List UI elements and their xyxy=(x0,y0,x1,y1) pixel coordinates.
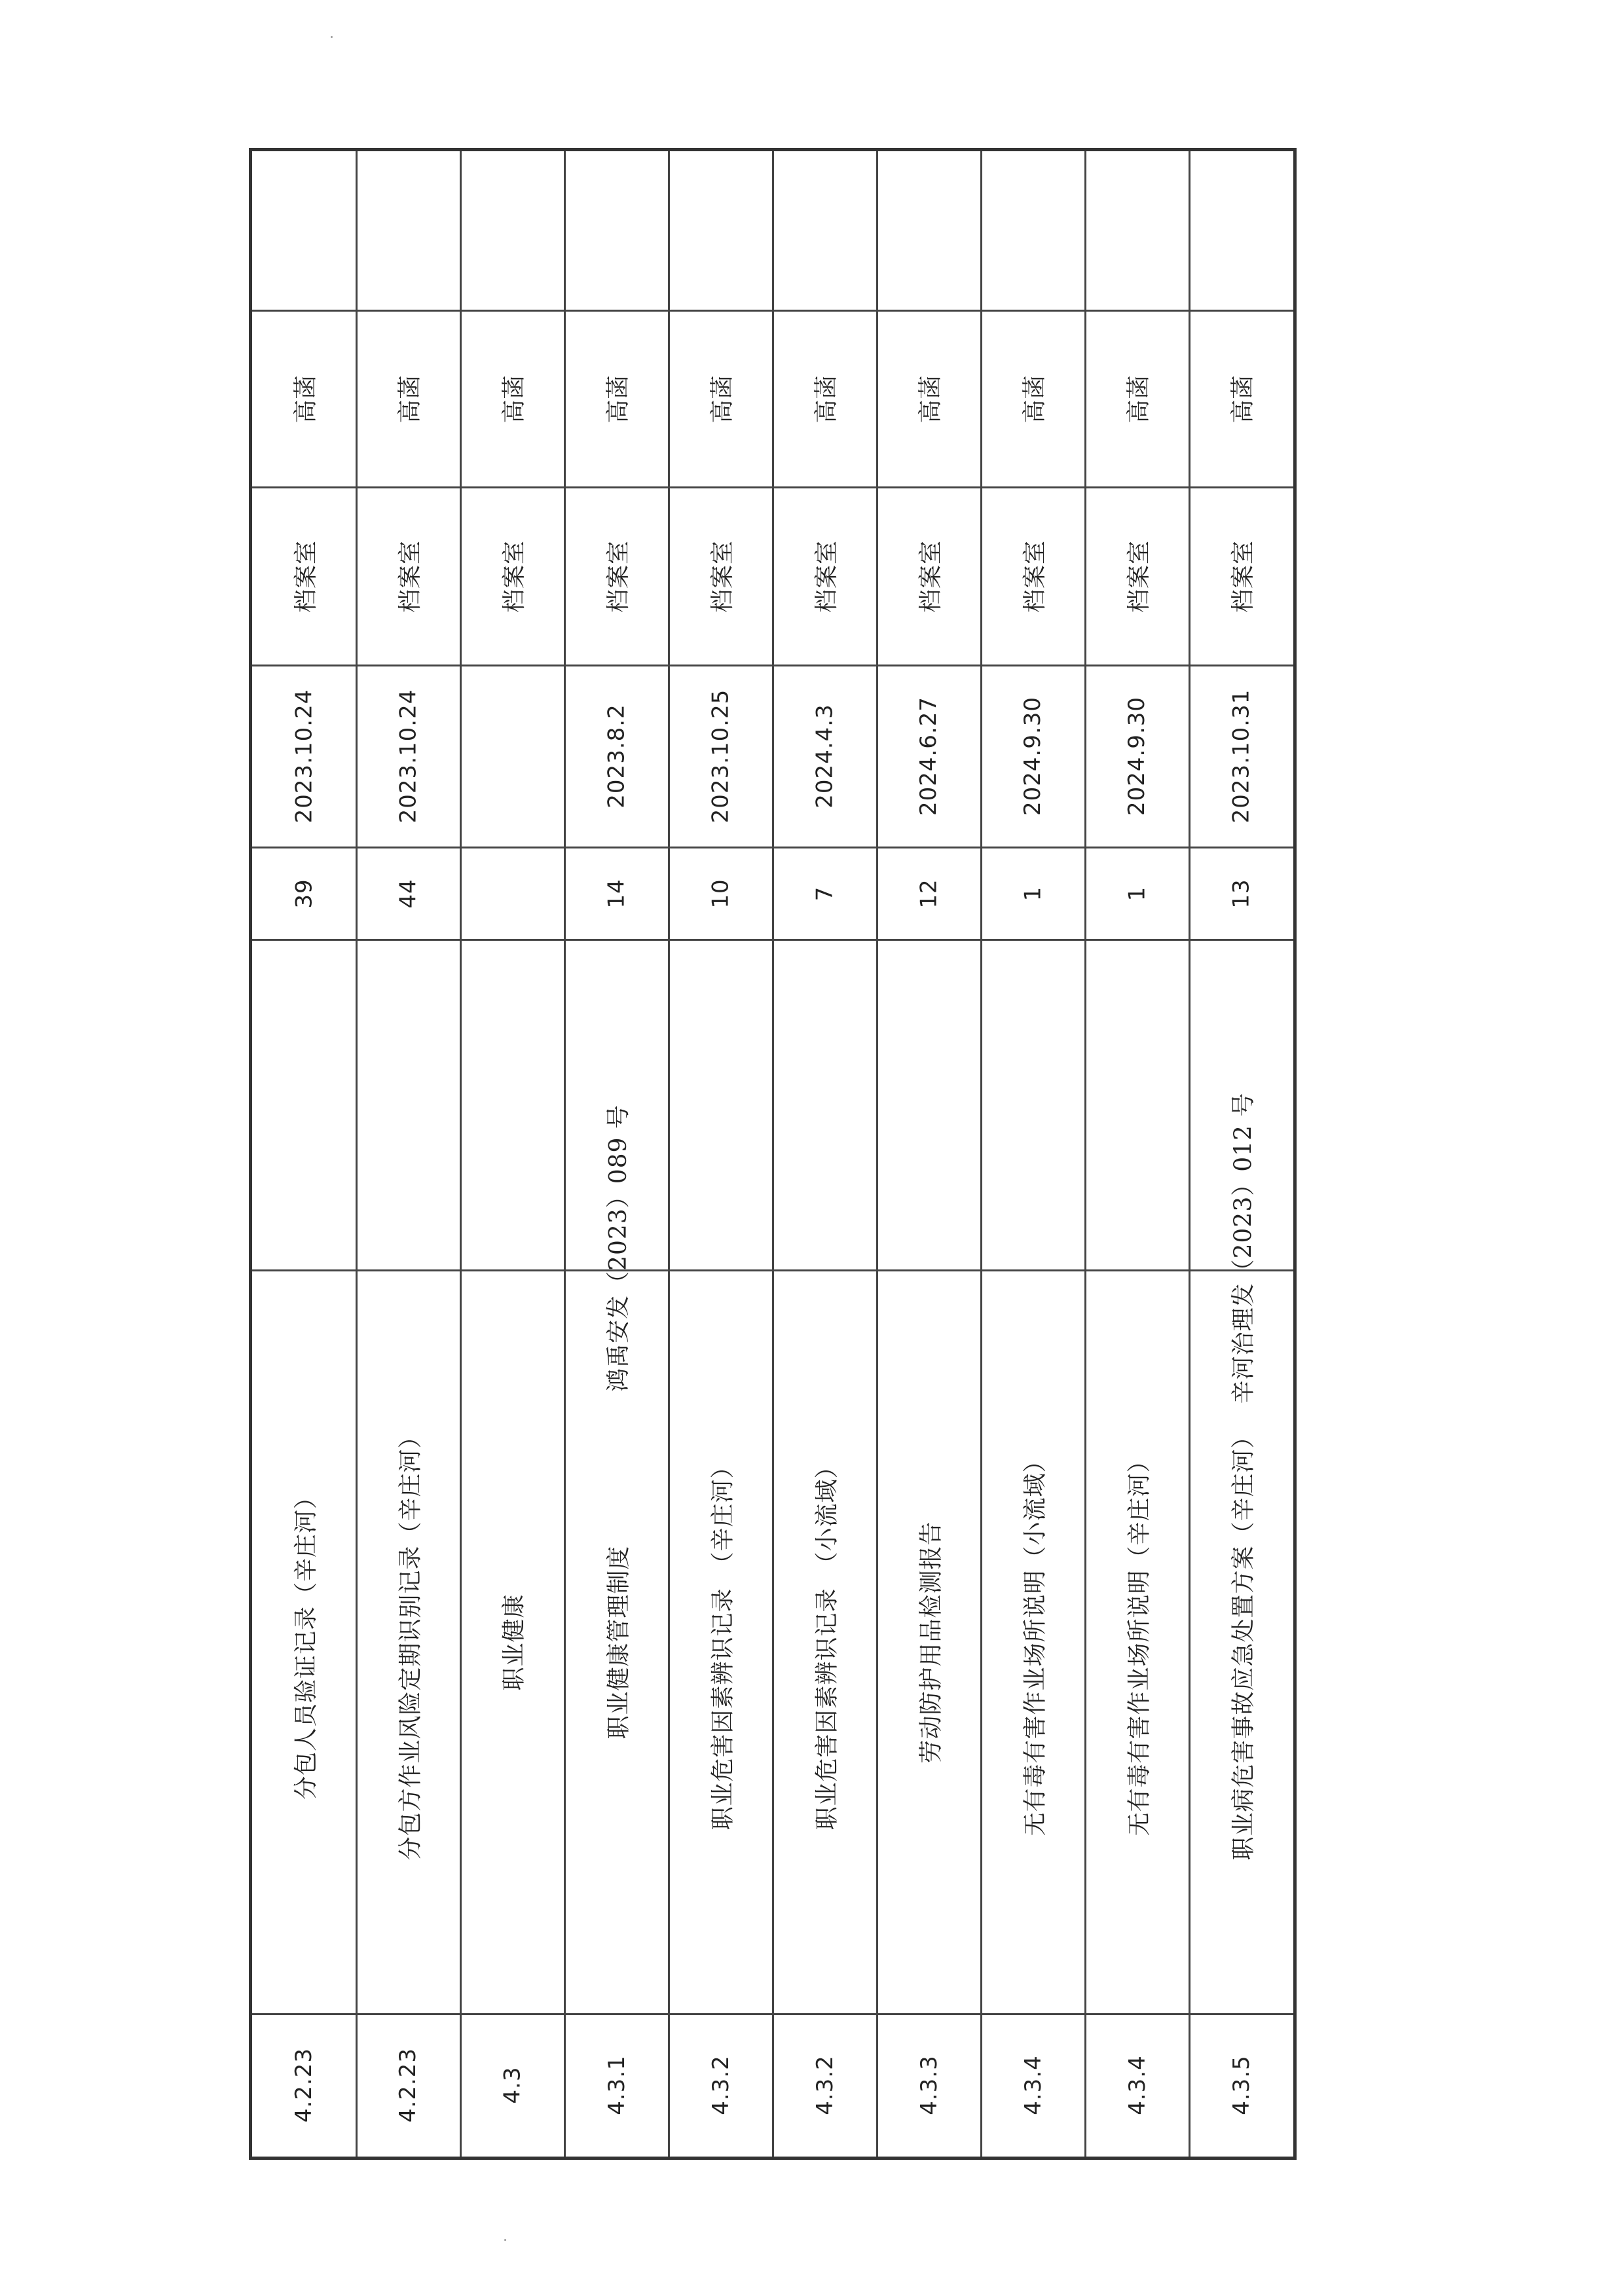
cell-text-code: 4.3 xyxy=(499,2066,526,2104)
cell-location xyxy=(460,487,564,665)
cell-text-pages: 1 xyxy=(1020,886,1046,901)
cell-date xyxy=(252,665,356,847)
cell-text-date: 2024.9.30 xyxy=(1124,696,1151,816)
cell-doc-no xyxy=(1189,939,1293,1404)
cell-title xyxy=(356,1270,460,2014)
cell-text-title: 职业病危害事故应急处置方案（辛庄河） xyxy=(1230,1423,1257,1861)
cell-custodian xyxy=(773,310,877,487)
cell-text-code: 4.3.4 xyxy=(1124,2055,1151,2115)
cell-text-pages: 13 xyxy=(1228,878,1255,909)
cell-text-doc-no: 鸿禹安发（2023）089 号 xyxy=(605,1104,632,1392)
cell-pages xyxy=(252,847,356,939)
cell-custodian xyxy=(1189,310,1293,487)
cell-text-location: 档案室 xyxy=(604,539,632,613)
cell-date xyxy=(1189,665,1293,847)
cell-text-pages: 7 xyxy=(811,886,838,901)
cell-location xyxy=(1085,487,1189,665)
cell-text-code: 4.3.1 xyxy=(603,2055,630,2115)
cell-text-location: 档案室 xyxy=(292,539,320,613)
cell-text-code: 4.2.23 xyxy=(291,2047,318,2123)
cell-text-pages: 44 xyxy=(395,878,422,909)
cell-remark xyxy=(1189,151,1293,310)
cell-code xyxy=(252,2014,356,2157)
cell-text-custodian: 高菡 xyxy=(396,374,424,424)
cell-text-location: 档案室 xyxy=(396,539,424,613)
cell-doc-no xyxy=(1085,939,1189,1270)
cell-date xyxy=(877,665,981,847)
cell-custodian xyxy=(981,310,1085,487)
cell-code xyxy=(564,2014,669,2157)
cell-text-custodian: 高菡 xyxy=(813,374,840,424)
cell-text-code: 4.3.2 xyxy=(811,2055,838,2115)
cell-text-date: 2024.4.3 xyxy=(811,704,838,809)
cell-text-date: 2024.9.30 xyxy=(1020,696,1046,816)
archive-table xyxy=(249,148,1297,2160)
cell-code xyxy=(1085,2014,1189,2157)
cell-text-code: 4.3.4 xyxy=(1020,2055,1046,2115)
cell-custodian xyxy=(1085,310,1189,487)
cell-text-title: 无有毒有害作业场所说明（辛庄河） xyxy=(1126,1448,1153,1836)
cell-pages xyxy=(460,847,564,939)
cell-date xyxy=(1085,665,1189,847)
cell-text-title: 职业危害因素辨识记录 （辛庄河） xyxy=(709,1453,737,1831)
cell-text-title: 无有毒有害作业场所说明（小流域） xyxy=(1022,1448,1049,1836)
cell-location xyxy=(773,487,877,665)
cell-text-code: 4.3.3 xyxy=(915,2055,942,2115)
cell-pages xyxy=(564,847,669,939)
cell-doc-no xyxy=(773,939,877,1270)
cell-doc-no xyxy=(981,939,1085,1270)
scan-speck xyxy=(331,36,333,38)
cell-pages xyxy=(669,847,773,939)
cell-text-custodian: 高菡 xyxy=(917,374,944,424)
cell-text-location: 档案室 xyxy=(917,539,944,613)
cell-remark xyxy=(252,151,356,310)
cell-custodian xyxy=(669,310,773,487)
cell-date xyxy=(669,665,773,847)
cell-doc-no xyxy=(669,939,773,1270)
cell-pages xyxy=(981,847,1085,939)
scan-speck xyxy=(504,2239,506,2241)
cell-remark xyxy=(460,151,564,310)
cell-remark xyxy=(877,151,981,310)
cell-text-title: 职业健康 xyxy=(500,1593,528,1691)
cell-text-location: 档案室 xyxy=(1125,539,1153,613)
cell-pages xyxy=(356,847,460,939)
cell-text-location: 档案室 xyxy=(813,539,840,613)
cell-text-custodian: 高菡 xyxy=(292,374,320,424)
cell-date xyxy=(773,665,877,847)
cell-custodian xyxy=(877,310,981,487)
cell-title xyxy=(460,1270,564,2014)
cell-text-date: 2023.10.31 xyxy=(1228,689,1255,824)
cell-location xyxy=(1189,487,1293,665)
cell-text-date: 2023.10.24 xyxy=(395,689,422,824)
cell-code xyxy=(669,2014,773,2157)
cell-title xyxy=(877,1270,981,2014)
cell-code xyxy=(981,2014,1085,2157)
cell-code xyxy=(460,2014,564,2157)
cell-text-date: 2024.6.27 xyxy=(915,696,942,816)
cell-text-custodian: 高菡 xyxy=(500,374,528,424)
cell-text-date: 2023.10.24 xyxy=(291,689,318,824)
cell-text-doc-no: 辛河治理发（2023）012 号 xyxy=(1230,1092,1257,1404)
cell-date xyxy=(564,665,669,847)
cell-code xyxy=(356,2014,460,2157)
cell-doc-no xyxy=(564,939,669,1392)
cell-text-custodian: 高菡 xyxy=(709,374,736,424)
cell-doc-no xyxy=(460,939,564,1270)
cell-title xyxy=(669,1270,773,2014)
cell-location xyxy=(669,487,773,665)
cell-pages xyxy=(1085,847,1189,939)
cell-remark xyxy=(981,151,1085,310)
cell-remark xyxy=(669,151,773,310)
cell-title xyxy=(1085,1270,1189,2014)
cell-text-pages: 14 xyxy=(603,878,630,909)
cell-location xyxy=(564,487,669,665)
cell-remark xyxy=(356,151,460,310)
cell-text-location: 档案室 xyxy=(1229,539,1257,613)
cell-title xyxy=(564,1270,669,2014)
cell-custodian xyxy=(356,310,460,487)
cell-text-location: 档案室 xyxy=(709,539,736,613)
cell-text-code: 4.3.5 xyxy=(1228,2055,1255,2115)
cell-pages xyxy=(773,847,877,939)
cell-text-custodian: 高菡 xyxy=(1125,374,1153,424)
cell-remark xyxy=(1085,151,1189,310)
cell-code xyxy=(877,2014,981,2157)
cell-text-location: 档案室 xyxy=(500,539,528,613)
cell-date xyxy=(981,665,1085,847)
cell-title xyxy=(252,1270,356,2014)
cell-custodian xyxy=(564,310,669,487)
cell-text-custodian: 高菡 xyxy=(604,374,632,424)
cell-title xyxy=(773,1270,877,2014)
cell-remark xyxy=(773,151,877,310)
cell-code xyxy=(1189,2014,1293,2157)
cell-location xyxy=(356,487,460,665)
cell-doc-no xyxy=(252,939,356,1270)
cell-text-title: 分包方作业风险定期识别记录（辛庄河） xyxy=(397,1423,424,1861)
cell-text-date: 2023.8.2 xyxy=(603,704,630,809)
cell-text-pages: 12 xyxy=(915,878,942,909)
cell-text-title: 职业危害因素辨识记录 （小流域） xyxy=(813,1453,841,1831)
cell-location xyxy=(877,487,981,665)
cell-text-code: 4.2.23 xyxy=(395,2047,422,2123)
cell-doc-no xyxy=(877,939,981,1270)
cell-date xyxy=(356,665,460,847)
cell-location xyxy=(981,487,1085,665)
cell-text-pages: 39 xyxy=(291,878,318,909)
cell-code xyxy=(773,2014,877,2157)
cell-text-custodian: 高菡 xyxy=(1021,374,1048,424)
cell-text-custodian: 高菡 xyxy=(1229,374,1257,424)
cell-doc-no xyxy=(356,939,460,1270)
cell-date xyxy=(460,665,564,847)
cell-text-date: 2023.10.25 xyxy=(707,689,734,824)
cell-text-code: 4.3.2 xyxy=(707,2055,734,2115)
cell-text-location: 档案室 xyxy=(1021,539,1048,613)
cell-text-title: 劳动防护用品检测报告 xyxy=(917,1520,945,1764)
cell-location xyxy=(252,487,356,665)
cell-remark xyxy=(564,151,669,310)
cell-text-title: 职业健康管理制度 xyxy=(605,1544,633,1740)
cell-text-pages: 10 xyxy=(707,878,734,909)
cell-custodian xyxy=(460,310,564,487)
cell-pages xyxy=(1189,847,1293,939)
cell-text-title: 分包人员验证记录（辛庄河） xyxy=(293,1484,320,1800)
cell-title xyxy=(1189,1270,1293,2014)
cell-text-pages: 1 xyxy=(1124,886,1151,901)
cell-title xyxy=(981,1270,1085,2014)
cell-custodian xyxy=(252,310,356,487)
cell-pages xyxy=(877,847,981,939)
